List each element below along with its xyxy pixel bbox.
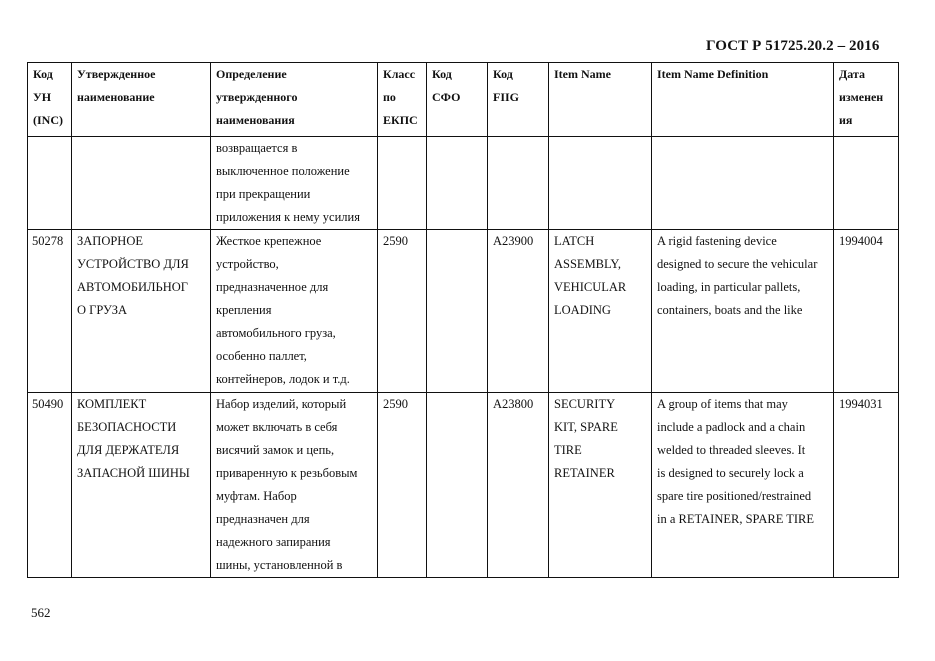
table-cell-code: 50278 [28,230,72,393]
table-cell [652,137,834,230]
table-cell [834,137,899,230]
catalog-table [27,62,899,578]
header-fiig: Код FIIG [488,63,549,137]
table-cell-code: 50490 [28,393,72,578]
table-cell-class: 2590 [378,393,427,578]
header-item-name: Item Name [549,63,652,137]
table-cell-item-name: LATCH ASSEMBLY, VEHICULAR LOADING [549,230,652,393]
table-cell [378,137,427,230]
table-row-continuation [28,137,899,230]
standard-designation: ГОСТ Р 51725.20.2 – 2016 [706,38,880,54]
table-cell-definition: Жесткое крепежное устройство, предназначенное для крепления автомобильного груза, особенно паллет, контейнеров, лодок и т.д. [211,230,378,393]
table-cell-sfo [427,393,488,578]
header-definition: Определение утвержденного наименования [211,63,378,137]
table-cell-class: 2590 [378,230,427,393]
table-cell-sfo [427,230,488,393]
table-cell-name: ЗАПОРНОЕ УСТРОЙСТВО ДЛЯ АВТОМОБИЛЬНОГ О ГРУЗА [72,230,211,393]
table-cell-date: 1994004 [834,230,899,393]
header-code: Код УН (INC) [28,63,72,137]
table-cell-item-definition: A group of items that may include a padlock and a chain welded to threaded sleeves. It is designed to securely lock a spare tire positioned/restrained in a RETAINER, SPARE TIRE [652,393,834,578]
header-sfo: Код СФО [427,63,488,137]
header-row [28,63,899,137]
header-class: Класс по ЕКПС [378,63,427,137]
table-cell-fiig: A23800 [488,393,549,578]
table-cell-item-name: SECURITY KIT, SPARE TIRE RETAINER [549,393,652,578]
table-row [28,393,899,578]
page-number: 562 [31,605,51,620]
header-approved-name: Утвержденное наименование [72,63,211,137]
table-cell [427,137,488,230]
table-cell-date: 1994031 [834,393,899,578]
table-cell-name: КОМПЛЕКТ БЕЗОПАСНОСТИ ДЛЯ ДЕРЖАТЕЛЯ ЗАПАСНОЙ ШИНЫ [72,393,211,578]
table-row [28,230,899,393]
table-cell-definition: возвращается в выключенное положение при прекращении приложения к нему усилия [211,137,378,230]
header-item-name-definition: Item Name Definition [652,63,834,137]
header-change-date: Дата изменен ия [834,63,899,137]
table-cell-item-definition: A rigid fastening device designed to secure the vehicular loading, in particular pallets, containers, boats and the like [652,230,834,393]
table-cell [28,137,72,230]
table-cell-definition: Набор изделий, который может включать в себя висячий замок и цепь, приваренную к резьбовым муфтам. Набор предназначен для надежного запирания шины, установленной в [211,393,378,578]
table-cell [549,137,652,230]
table-cell [488,137,549,230]
table-cell [72,137,211,230]
table-cell-fiig: A23900 [488,230,549,393]
